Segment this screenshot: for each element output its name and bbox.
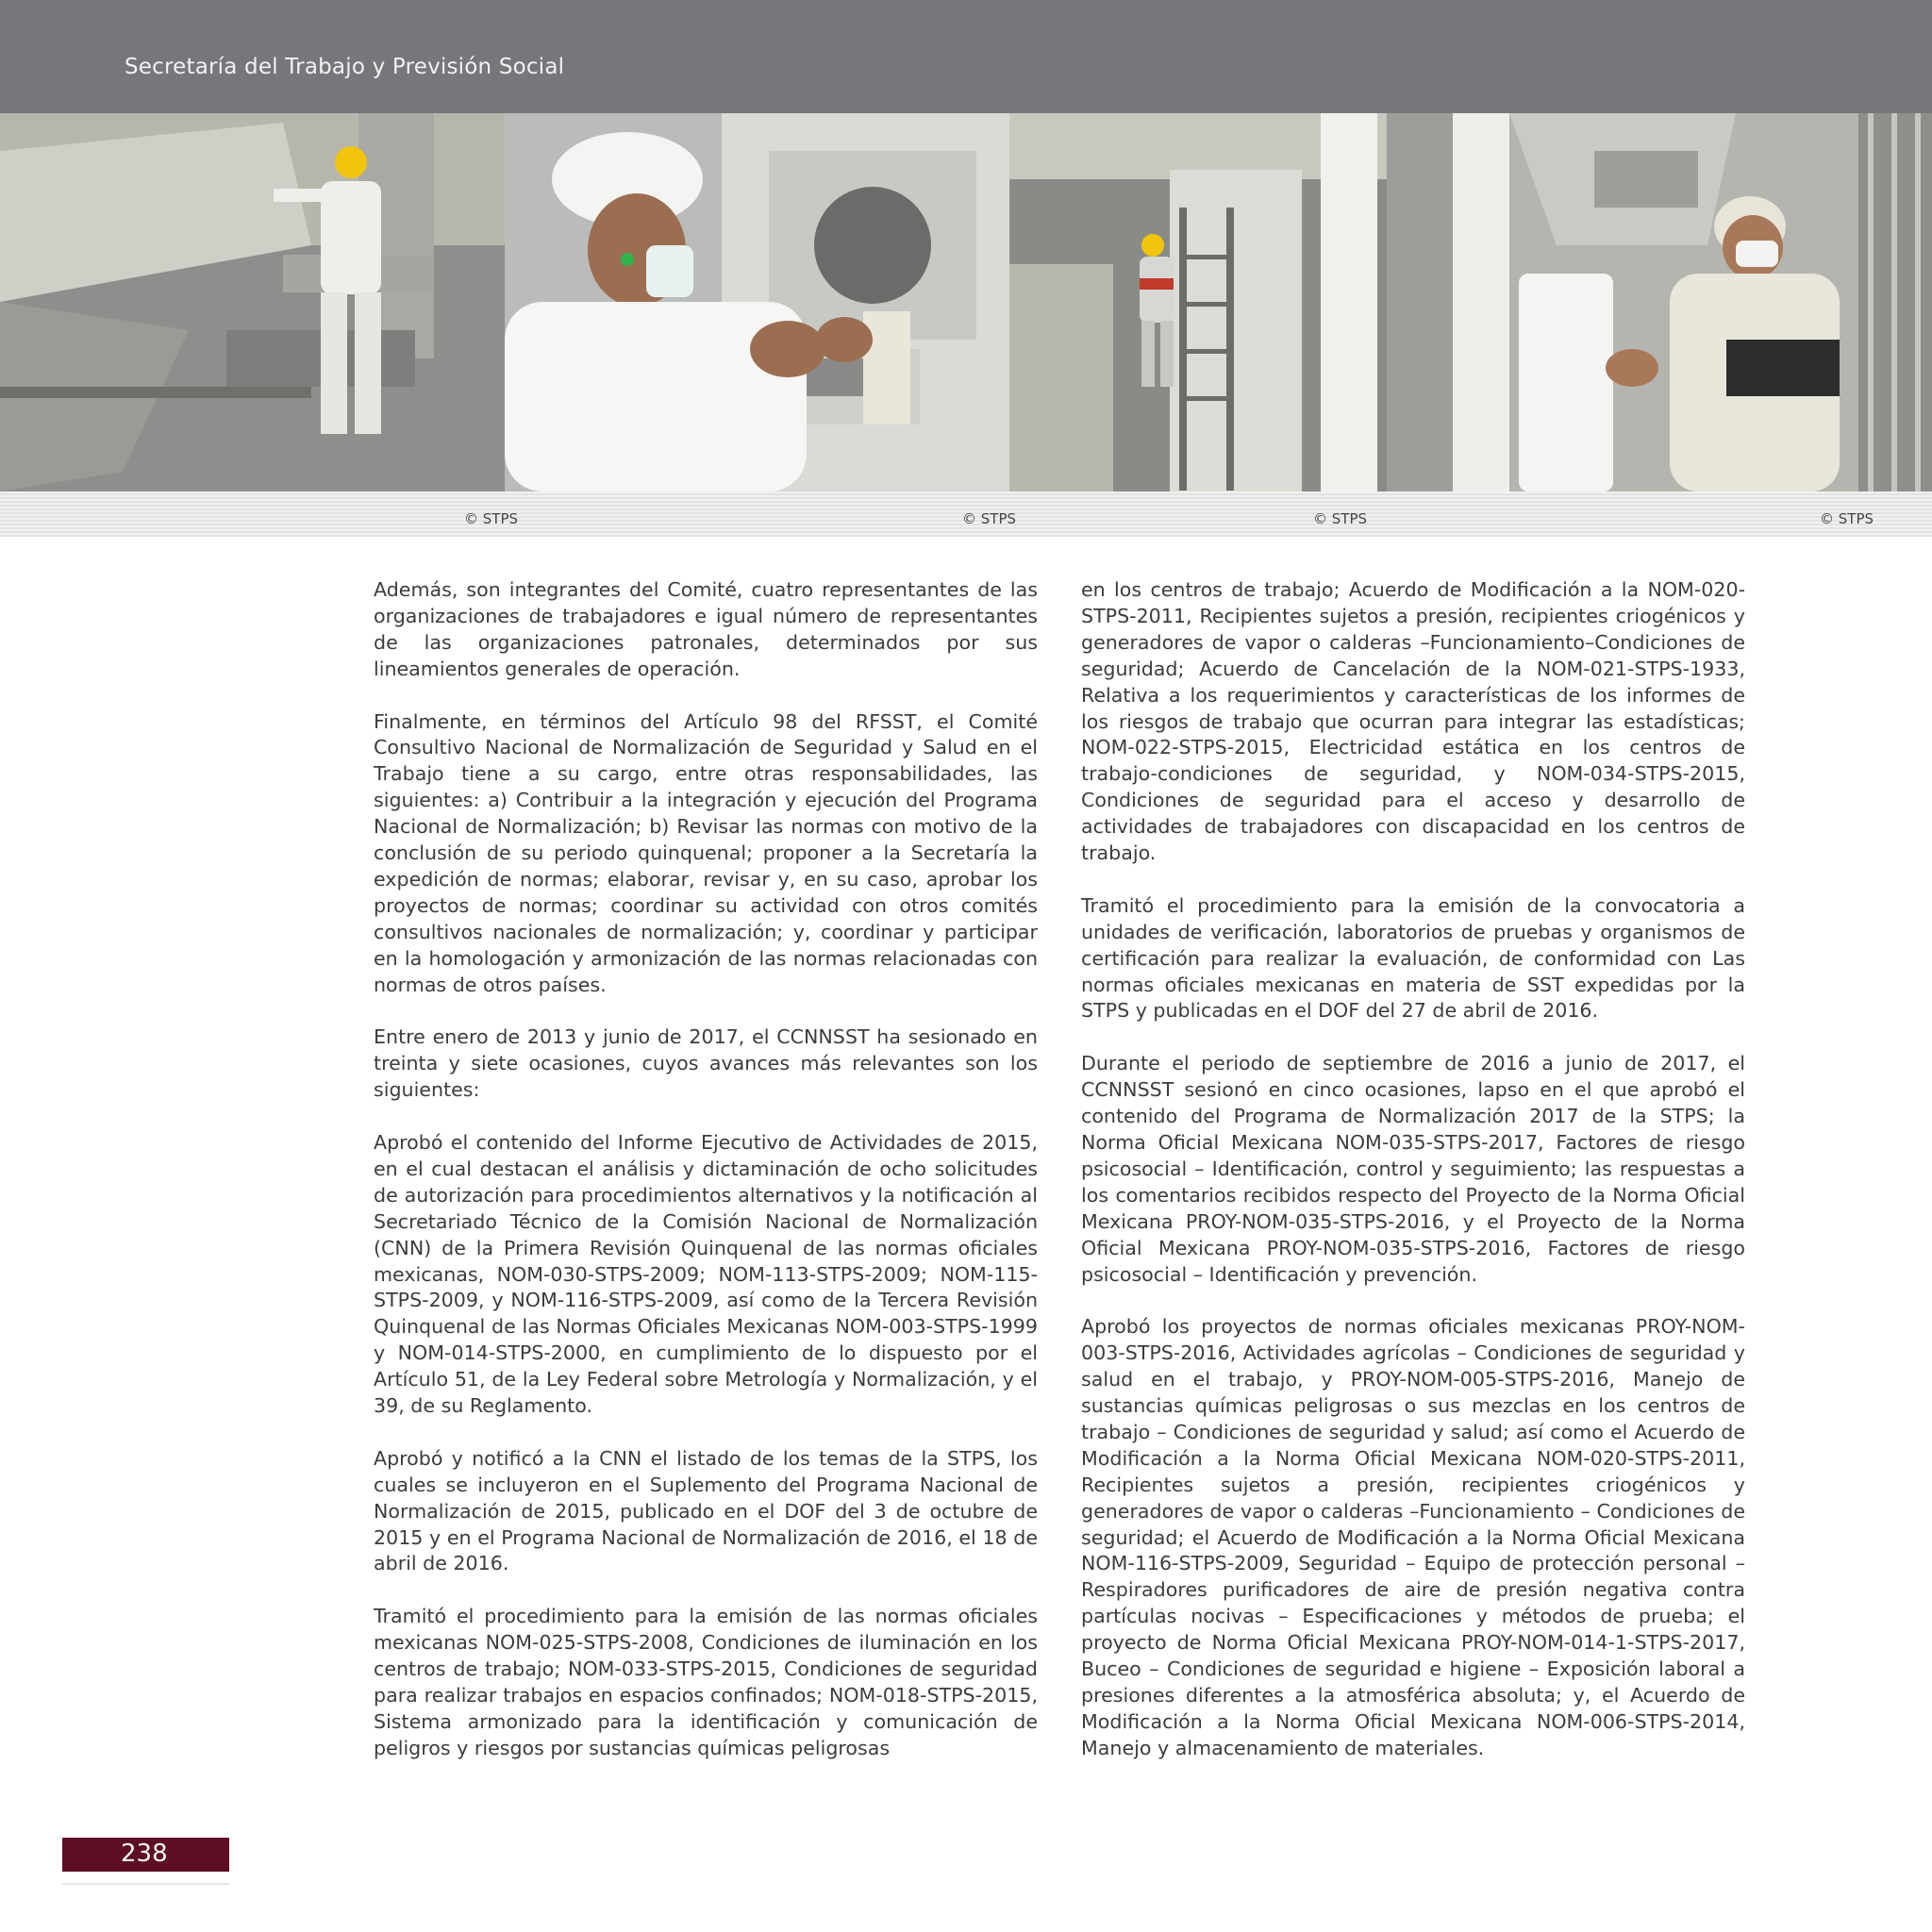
paragraph: en los centros de trabajo; Acuerdo de Modificación a la NOM-020-STPS-2011, Recipientes sujetos a presión, recipientes criogénicos y generadores de vapor o calderas –Funcionamiento–Condiciones de seguridad; Acuerdo de Cancelación de la NOM-021-STPS-1933, Relativa a los requerimientos y características de los informes de los riesgos de trabajo que ocurran para integrar las estadísticas; NOM-022-STPS-2015, Electricidad estática en los centros de trabajo-condiciones de seguridad, y NOM-034-STPS-2015, Condiciones de seguridad para el acceso y desarrollo de actividades de trabajadores con discapacidad en los centros de trabajo. xyxy=(1081,578,1745,865)
page-number: 238 xyxy=(121,1840,168,1868)
paragraph: Aprobó los proyectos de normas oficiales mexicanas PROY-NOM-003-STPS-2016, Actividades agrícolas – Condiciones de seguridad y salud en el trabajo, y PROY-NOM-005-STPS-2016, Manejo de sustancias químicas peligrosas o sus mezclas en los centros de trabajo – Condiciones de seguridad y salud; así como el Acuerdo de Modificación a la Norma Oficial Mexicana NOM-020-STPS-2011, Recipientes sujetos a presión, recipientes criogénicos y generadores de vapor o calderas –Funcionamiento – Condiciones de seguridad; el Acuerdo de Modificación a la Norma Oficial Mexicana NOM-116-STPS-2009, Seguridad – Equipo de protección personal – Respiradores purificadores de aire de presión negativa contra partículas nocivas – Especificaciones y métodos de prueba; el proyecto de Norma Oficial Mexicana PROY-NOM-014-1-STPS-2017, Buceo – Condiciones de seguridad e higiene – Exposición laboral a presiones diferentes a la atmosférica absoluta; y, el Acuerdo de Modificación a la Norma Oficial Mexicana NOM-006-STPS-2014, Manejo y almacenamiento de materiales. xyxy=(1081,1315,1745,1759)
paragraph: Durante el periodo de septiembre de 2016 a junio de 2017, el CCNNSST sesionó en cinco ocasiones, lapso en el que aprobó el contenido del Programa de Normalización 2017 de la STPS; la Norma Oficial Mexicana NOM-035-STPS-2017, Factores de riesgo psicosocial – Identificación, control y seguimiento; las respuestas a los comentarios recibidos respecto del Proyecto de la Norma Oficial Mexicana PROY-NOM-035-STPS-2016, y el Proyecto de la Norma Oficial Mexicana PROY-NOM-035-STPS-2016, Factores de riesgo psicosocial – Identificación y prevención. xyxy=(1081,1052,1745,1286)
divider xyxy=(62,1883,229,1885)
paragraph: Además, son integrantes del Comité, cuatro representantes de las organizaciones de trabajadores e igual número de representantes de las organizaciones patronales, determinados por sus lineamientos generales de operación. xyxy=(374,578,1038,680)
photo-credit: © STPS xyxy=(464,510,519,527)
photo-worker-panel xyxy=(505,113,1009,491)
paragraph: Entre enero de 2013 y junio de 2017, el CCNNSST ha sesionado en treinta y siete ocasiones, cuyos avances más relevantes son los siguientes: xyxy=(374,1025,1038,1102)
left-text-column xyxy=(374,577,1038,1789)
paragraph: Finalmente, en términos del Artículo 98 del RFSST, el Comité Consultivo Nacional de Normalización de Seguridad y Salud en el Trabajo tiene a su cargo, entre otras responsabilidades, las siguientes: a) Contribuir a la integración y ejecución del Programa Nacional de Normalización; b) Revisar las normas con motivo de la conclusión de su periodo quinquenal; proponer a la Secretaría la expedición de normas; elaborar, revisar y, en su caso, aprobar los proyectos de normas; coordinar su actividad con otros comités consultivos nacionales de normalización; y, coordinar y participar en la homologación y armonización de las normas relacionadas con normas de otros países. xyxy=(374,709,1038,996)
photo-worker-bag xyxy=(1453,113,1932,491)
photo-credit: © STPS xyxy=(1820,510,1874,527)
right-text-column xyxy=(1081,577,1745,1789)
photo-strip xyxy=(0,113,1932,491)
photo-worker-ladder xyxy=(1009,113,1453,491)
header-title: Secretaría del Trabajo y Previsión Social xyxy=(125,55,565,79)
photo-worker-platform xyxy=(0,113,505,491)
page-number-box xyxy=(62,1838,229,1872)
header-bar xyxy=(0,0,1932,113)
paragraph: Aprobó y notificó a la CNN el listado de los temas de la STPS, los cuales se incluyeron en el Suplemento del Programa Nacional de Normalización de 2015, publicado en el DOF del 3 de octubre de 2015 y en el Programa Nacional de Normalización de 2016, el 18 de abril de 2016. xyxy=(374,1446,1038,1575)
paragraph: Aprobó el contenido del Informe Ejecutivo de Actividades de 2015, en el cual destacan el análisis y dictaminación de ocho solicitudes de autorización para procedimientos alternativos y la notificación al Secretariado Técnico de la Comisión Nacional de Normalización (CNN) de la Primera Revisión Quinquenal de las normas oficiales mexicanas, NOM-030-STPS-2009; NOM-113-STPS-2009; NOM-115-STPS-2009, y NOM-116-STPS-2009, así como de la Tercera Revisión Quinquenal de las Normas Oficiales Mexicanas NOM-003-STPS-1999 y NOM-014-STPS-2000, en cumplimiento de lo dispuesto por el Artículo 51, de la Ley Federal sobre Metrología y Normalización, y el 39, de su Reglamento. xyxy=(374,1130,1038,1418)
paragraph: Tramitó el procedimiento para la emisión de las normas oficiales mexicanas NOM-025-STPS-2008, Condiciones de iluminación en los centros de trabajo; NOM-033-STPS-2015, Condiciones de seguridad para realizar trabajos en espacios confinados; NOM-018-STPS-2015, Sistema armonizado para la identificación y comunicación de peligros y riesgos por sustancias químicas peligrosas xyxy=(374,1605,1038,1759)
paragraph: Tramitó el procedimiento para la emisión de la convocatoria a unidades de verificación, laboratorios de pruebas y organismos de certificación para realizar la evaluación, de conformidad con Las normas oficiales mexicanas en materia de SST expedidas por la STPS y publicadas en el DOF del 27 de abril de 2016. xyxy=(1081,893,1745,1023)
photo-credit: © STPS xyxy=(1313,510,1368,527)
photo-credit: © STPS xyxy=(962,510,1017,527)
